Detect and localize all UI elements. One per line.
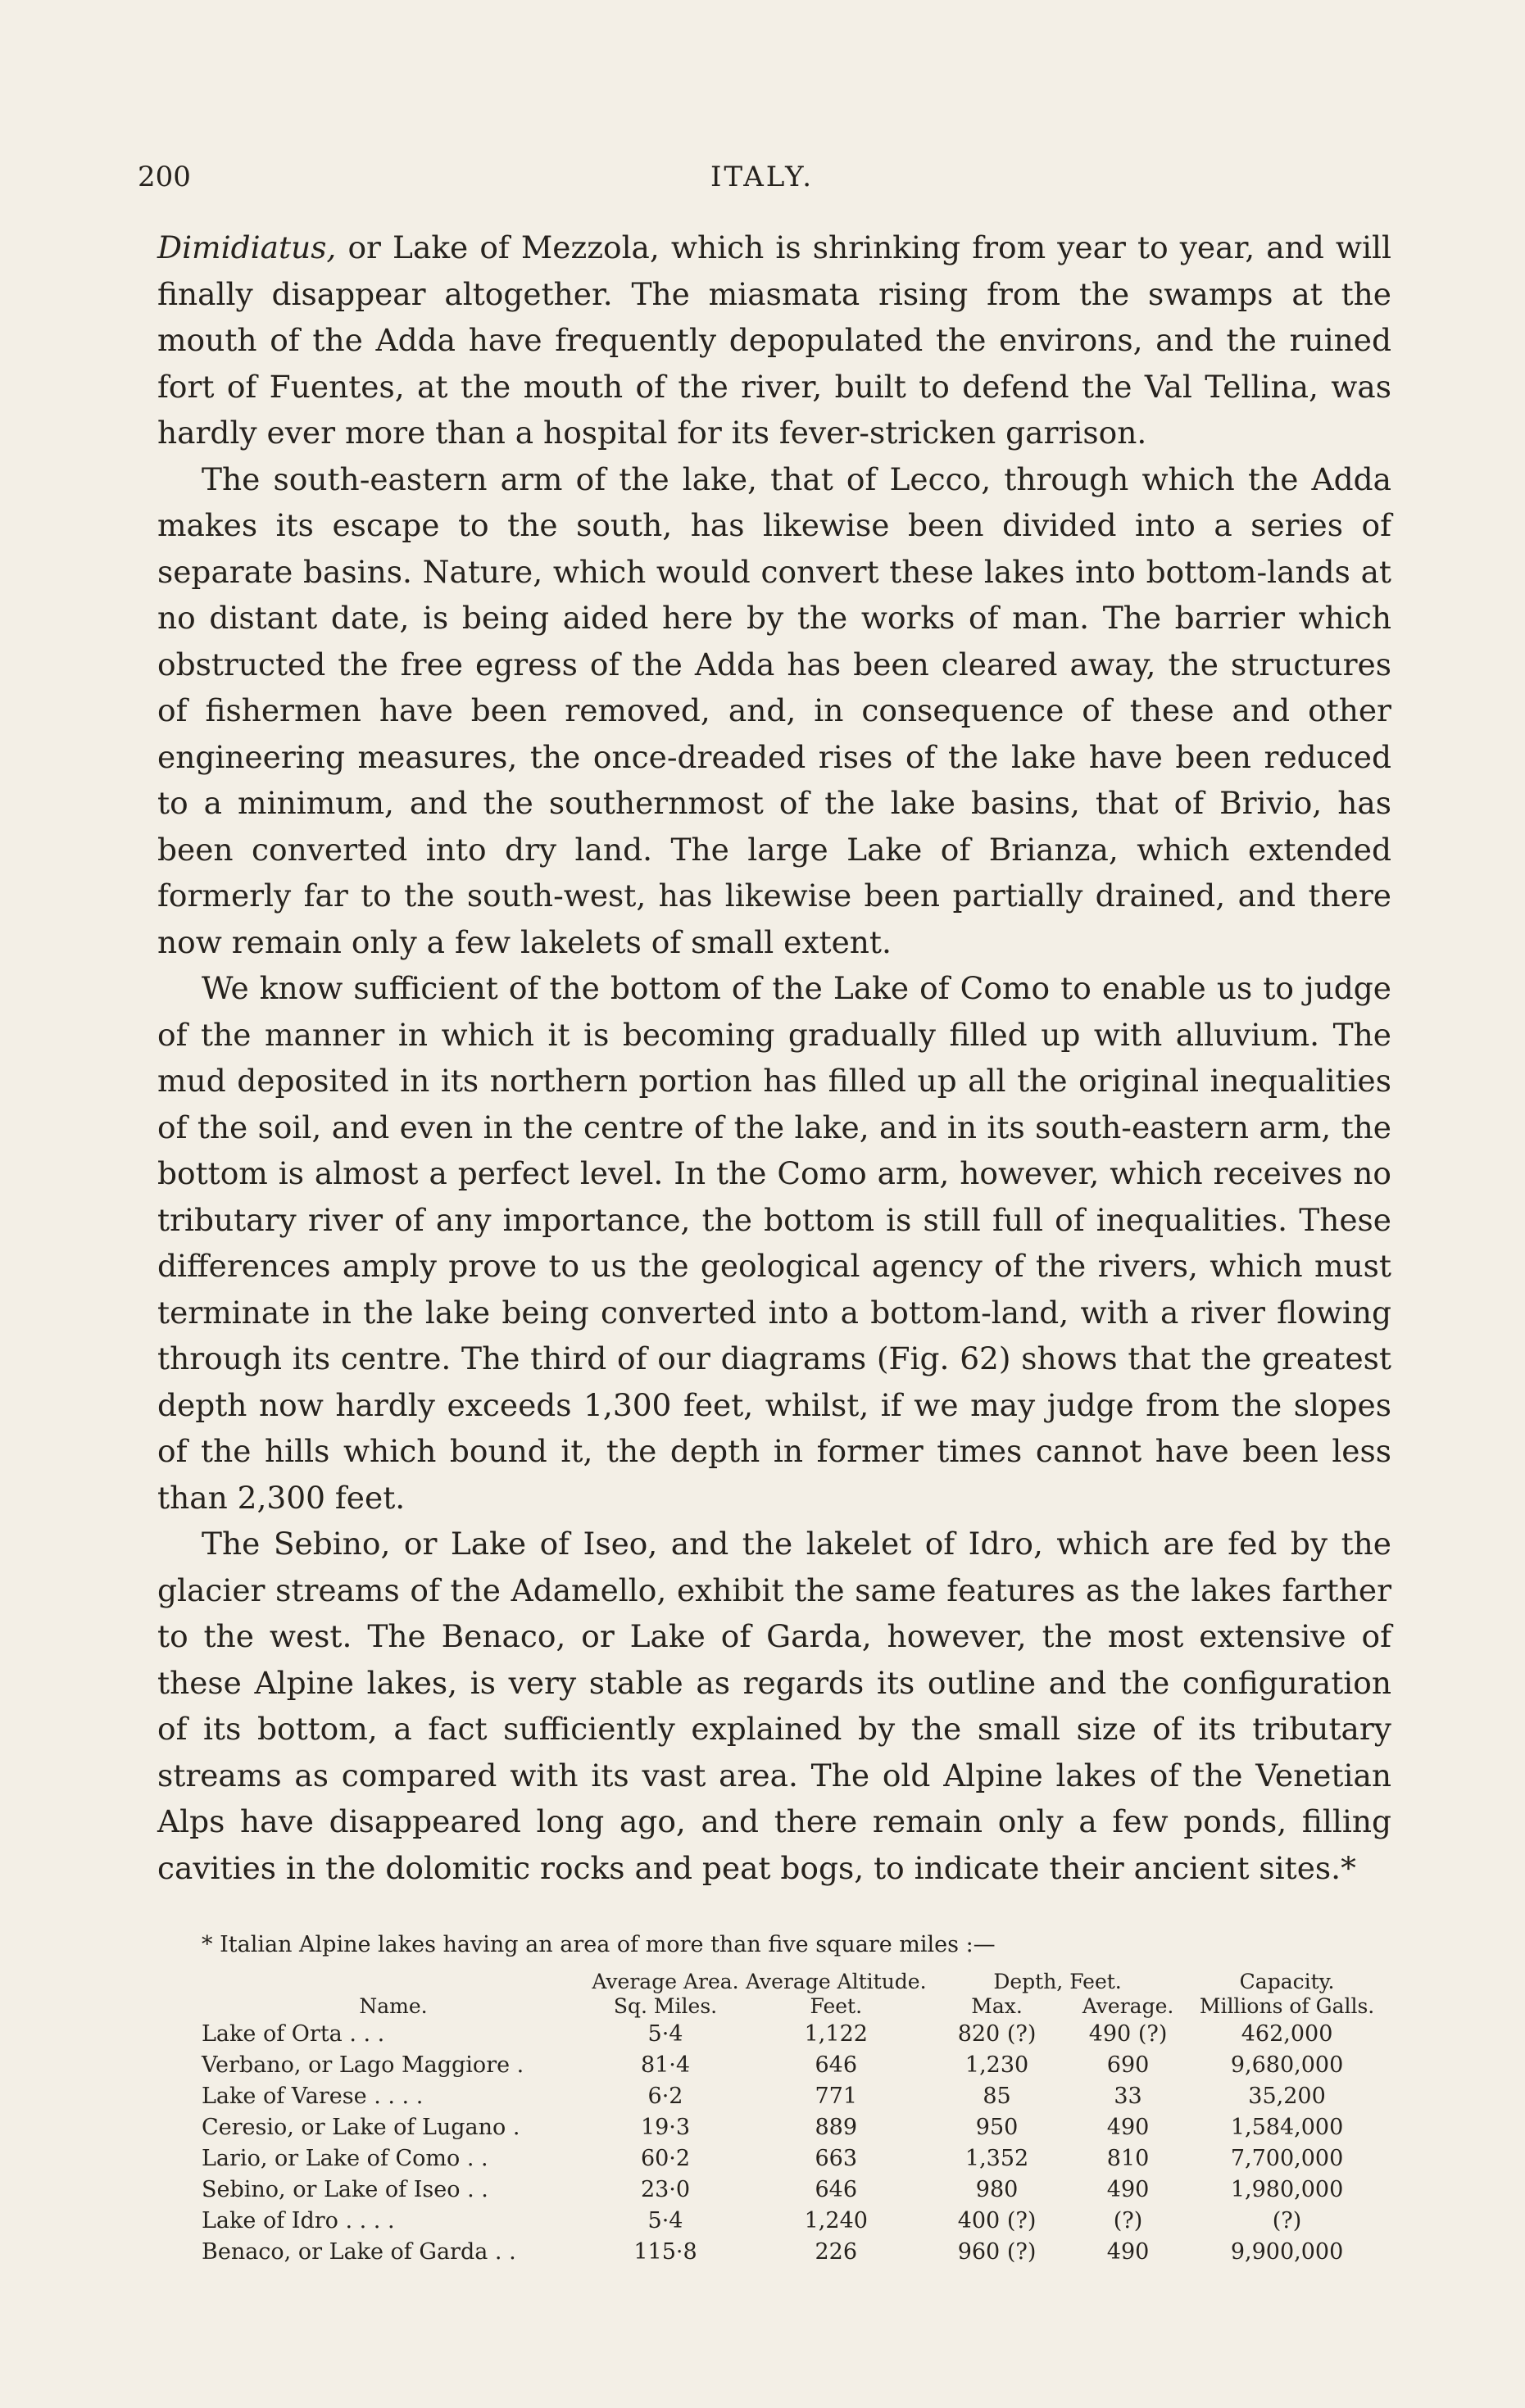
cell-capacity: 1,584,000 bbox=[1230, 2114, 1344, 2140]
header-feet: Feet. bbox=[810, 1994, 863, 2018]
cell-average-depth: 33 bbox=[1114, 2083, 1142, 2109]
table-row bbox=[202, 2143, 1386, 2174]
header-average-altitude: Average Altitude. bbox=[746, 1970, 927, 1993]
page-header bbox=[131, 161, 1393, 202]
table-row bbox=[202, 2080, 1386, 2111]
cell-altitude: 1,122 bbox=[804, 2020, 868, 2047]
cell-max-depth: 820 (?) bbox=[957, 2020, 1037, 2047]
table-header-row-bottom bbox=[202, 1993, 1386, 2018]
header-name: Name. bbox=[359, 1994, 428, 2018]
cell-average-depth: 810 bbox=[1106, 2145, 1150, 2171]
cell-capacity: 1,980,000 bbox=[1230, 2176, 1344, 2202]
cell-name: Lake of Varese . . . . bbox=[202, 2083, 424, 2109]
lakes-table bbox=[202, 1969, 1386, 2267]
cell-altitude: 889 bbox=[815, 2114, 858, 2140]
paragraph-1-lead: Dimidiatus, bbox=[157, 229, 337, 265]
cell-name: Verbano, or Lago Maggiore . bbox=[202, 2052, 524, 2078]
table-row bbox=[202, 2111, 1386, 2143]
cell-area: 60·2 bbox=[640, 2145, 691, 2171]
cell-max-depth: 1,352 bbox=[964, 2145, 1029, 2171]
cell-altitude: 771 bbox=[815, 2083, 858, 2109]
table-row bbox=[202, 2236, 1386, 2267]
cell-altitude: 646 bbox=[815, 2176, 858, 2202]
cell-max-depth: 85 bbox=[983, 2083, 1011, 2109]
cell-capacity: 9,680,000 bbox=[1230, 2052, 1344, 2078]
cell-altitude: 663 bbox=[815, 2145, 858, 2171]
paragraph-4: The Sebino, or Lake of Iseo, and the lakelet of Idro, which are fed by the glacier streams of the Adamello, exhibit the same features as the lakes farther to the west. The Benaco, or Lake of Garda, however, the most extensive of these Alpine lakes, is very stable as regards its outline and the configuration of its bottom, a fact sufficiently explained by the small size of its tributary streams as compared with its vast area. The old Alpine lakes of the Venetian Alps have disappeared long ago, and there remain only a few ponds, filling cavities in the dolomitic rocks and peat bogs, to indicate their ancient sites.* bbox=[157, 1526, 1391, 1886]
table-row bbox=[202, 2174, 1386, 2205]
cell-name: Lario, or Lake of Como . . bbox=[202, 2145, 488, 2171]
table-row bbox=[202, 2205, 1386, 2236]
cell-max-depth: 400 (?) bbox=[957, 2207, 1037, 2233]
body-text bbox=[157, 224, 1391, 1891]
cell-max-depth: 950 bbox=[975, 2114, 1019, 2140]
header-max: Max. bbox=[971, 1994, 1023, 2018]
cell-altitude: 226 bbox=[815, 2238, 858, 2265]
cell-capacity: 462,000 bbox=[1241, 2020, 1333, 2047]
paragraph-2: The south-eastern arm of the lake, that of Lecco, through which the Adda makes its escape to the south, has likewise been divided into a series of separate basins. Nature, which would convert these lakes into bottom-lands at no distant date, is being aided here by the works of man. The barrier which obstructed the free egress of the Adda has been cleared away, the structures of fishermen have been removed, and, in consequence of these and other engineering measures, the once-dreaded rises of the lake have been reduced to a minimum, and the southernmost of the lake basins, that of Brivio, has been converted into dry land. The large Lake of Brianza, which extended formerly far to the south-west, has likewise been partially drained, and there now remain only a few lakelets of small extent. bbox=[157, 460, 1391, 960]
header-capacity: Capacity. bbox=[1239, 1970, 1335, 1993]
cell-area: 6·2 bbox=[647, 2083, 683, 2109]
cell-area: 5·4 bbox=[647, 2020, 683, 2047]
cell-average-depth: 490 bbox=[1106, 2114, 1150, 2140]
cell-area: 23·0 bbox=[640, 2176, 691, 2202]
table-row bbox=[202, 2049, 1386, 2080]
footnote bbox=[202, 1932, 1390, 2267]
cell-altitude: 1,240 bbox=[804, 2207, 868, 2233]
header-sq-miles: Sq. Miles. bbox=[613, 1994, 718, 2018]
header-millions-galls: Millions of Galls. bbox=[1199, 1994, 1375, 2018]
cell-name: Lake of Idro . . . . bbox=[202, 2207, 395, 2233]
cell-average-depth: 490 (?) bbox=[1088, 2020, 1168, 2047]
cell-name: Lake of Orta . . . bbox=[202, 2020, 385, 2047]
cell-max-depth: 1,230 bbox=[964, 2052, 1029, 2078]
paragraph-3: We know sufficient of the bottom of the Lake of Como to enable us to judge of the manner in which it is becoming gradually filled up with alluvium. The mud deposited in its northern portion has filled up all the original inequalities of the soil, and even in the centre of the lake, and in its south-eastern arm, the bottom is almost a perfect level. In the Como arm, however, which receives no tributary river of any importance, the bottom is still full of inequalities. These differences amply prove to us the geological agency of the rivers, which must terminate in the lake being converted into a bottom-land, with a river flowing through its centre. The third of our diagrams (Fig. 62) shows that the greatest depth now hardly exceeds 1,300 feet, whilst, if we may judge from the slopes of the hills which bound it, the depth in former times cannot have been less than 2,300 feet. bbox=[157, 970, 1391, 1516]
cell-altitude: 646 bbox=[815, 2052, 858, 2078]
table-row bbox=[202, 2018, 1386, 2049]
page-number: 200 bbox=[138, 161, 191, 193]
cell-area: 81·4 bbox=[640, 2052, 691, 2078]
cell-area: 5·4 bbox=[647, 2207, 683, 2233]
cell-capacity: (?) bbox=[1272, 2207, 1302, 2233]
cell-average-depth: (?) bbox=[1113, 2207, 1143, 2233]
cell-capacity: 35,200 bbox=[1248, 2083, 1326, 2109]
header-average-area: Average Area. bbox=[592, 1970, 739, 1993]
footnote-title: * Italian Alpine lakes having an area of more than five square miles :— bbox=[202, 1932, 996, 1957]
cell-area: 19·3 bbox=[640, 2114, 691, 2140]
header-average: Average. bbox=[1082, 1994, 1174, 2018]
paragraph-1 bbox=[157, 224, 1391, 456]
paragraph-1-text: or Lake of Mezzola, which is shrinking from year to year, and will finally disappear altogether. The miasmata rising from the swamps at the mouth of the Adda have frequently depopulated the environs, and the ruined fort of Fuentes, at the mouth of the river, built to defend the Val Tellina, was hardly ever more than a hospital for its fever-stricken garrison. bbox=[157, 229, 1391, 451]
cell-average-depth: 690 bbox=[1106, 2052, 1150, 2078]
cell-max-depth: 980 bbox=[975, 2176, 1019, 2202]
header-depth: Depth, Feet. bbox=[993, 1970, 1122, 1993]
cell-average-depth: 490 bbox=[1106, 2176, 1150, 2202]
cell-max-depth: 960 (?) bbox=[957, 2238, 1037, 2265]
cell-area: 115·8 bbox=[633, 2238, 697, 2265]
table-header-row-top bbox=[202, 1969, 1386, 1993]
cell-name: Sebino, or Lake of Iseo . . bbox=[202, 2176, 488, 2202]
cell-name: Benaco, or Lake of Garda . . bbox=[202, 2238, 516, 2265]
cell-name: Ceresio, or Lake of Lugano . bbox=[202, 2114, 520, 2140]
cell-capacity: 9,900,000 bbox=[1230, 2238, 1344, 2265]
cell-average-depth: 490 bbox=[1106, 2238, 1150, 2265]
cell-capacity: 7,700,000 bbox=[1230, 2145, 1344, 2171]
running-head: ITALY. bbox=[710, 161, 815, 193]
